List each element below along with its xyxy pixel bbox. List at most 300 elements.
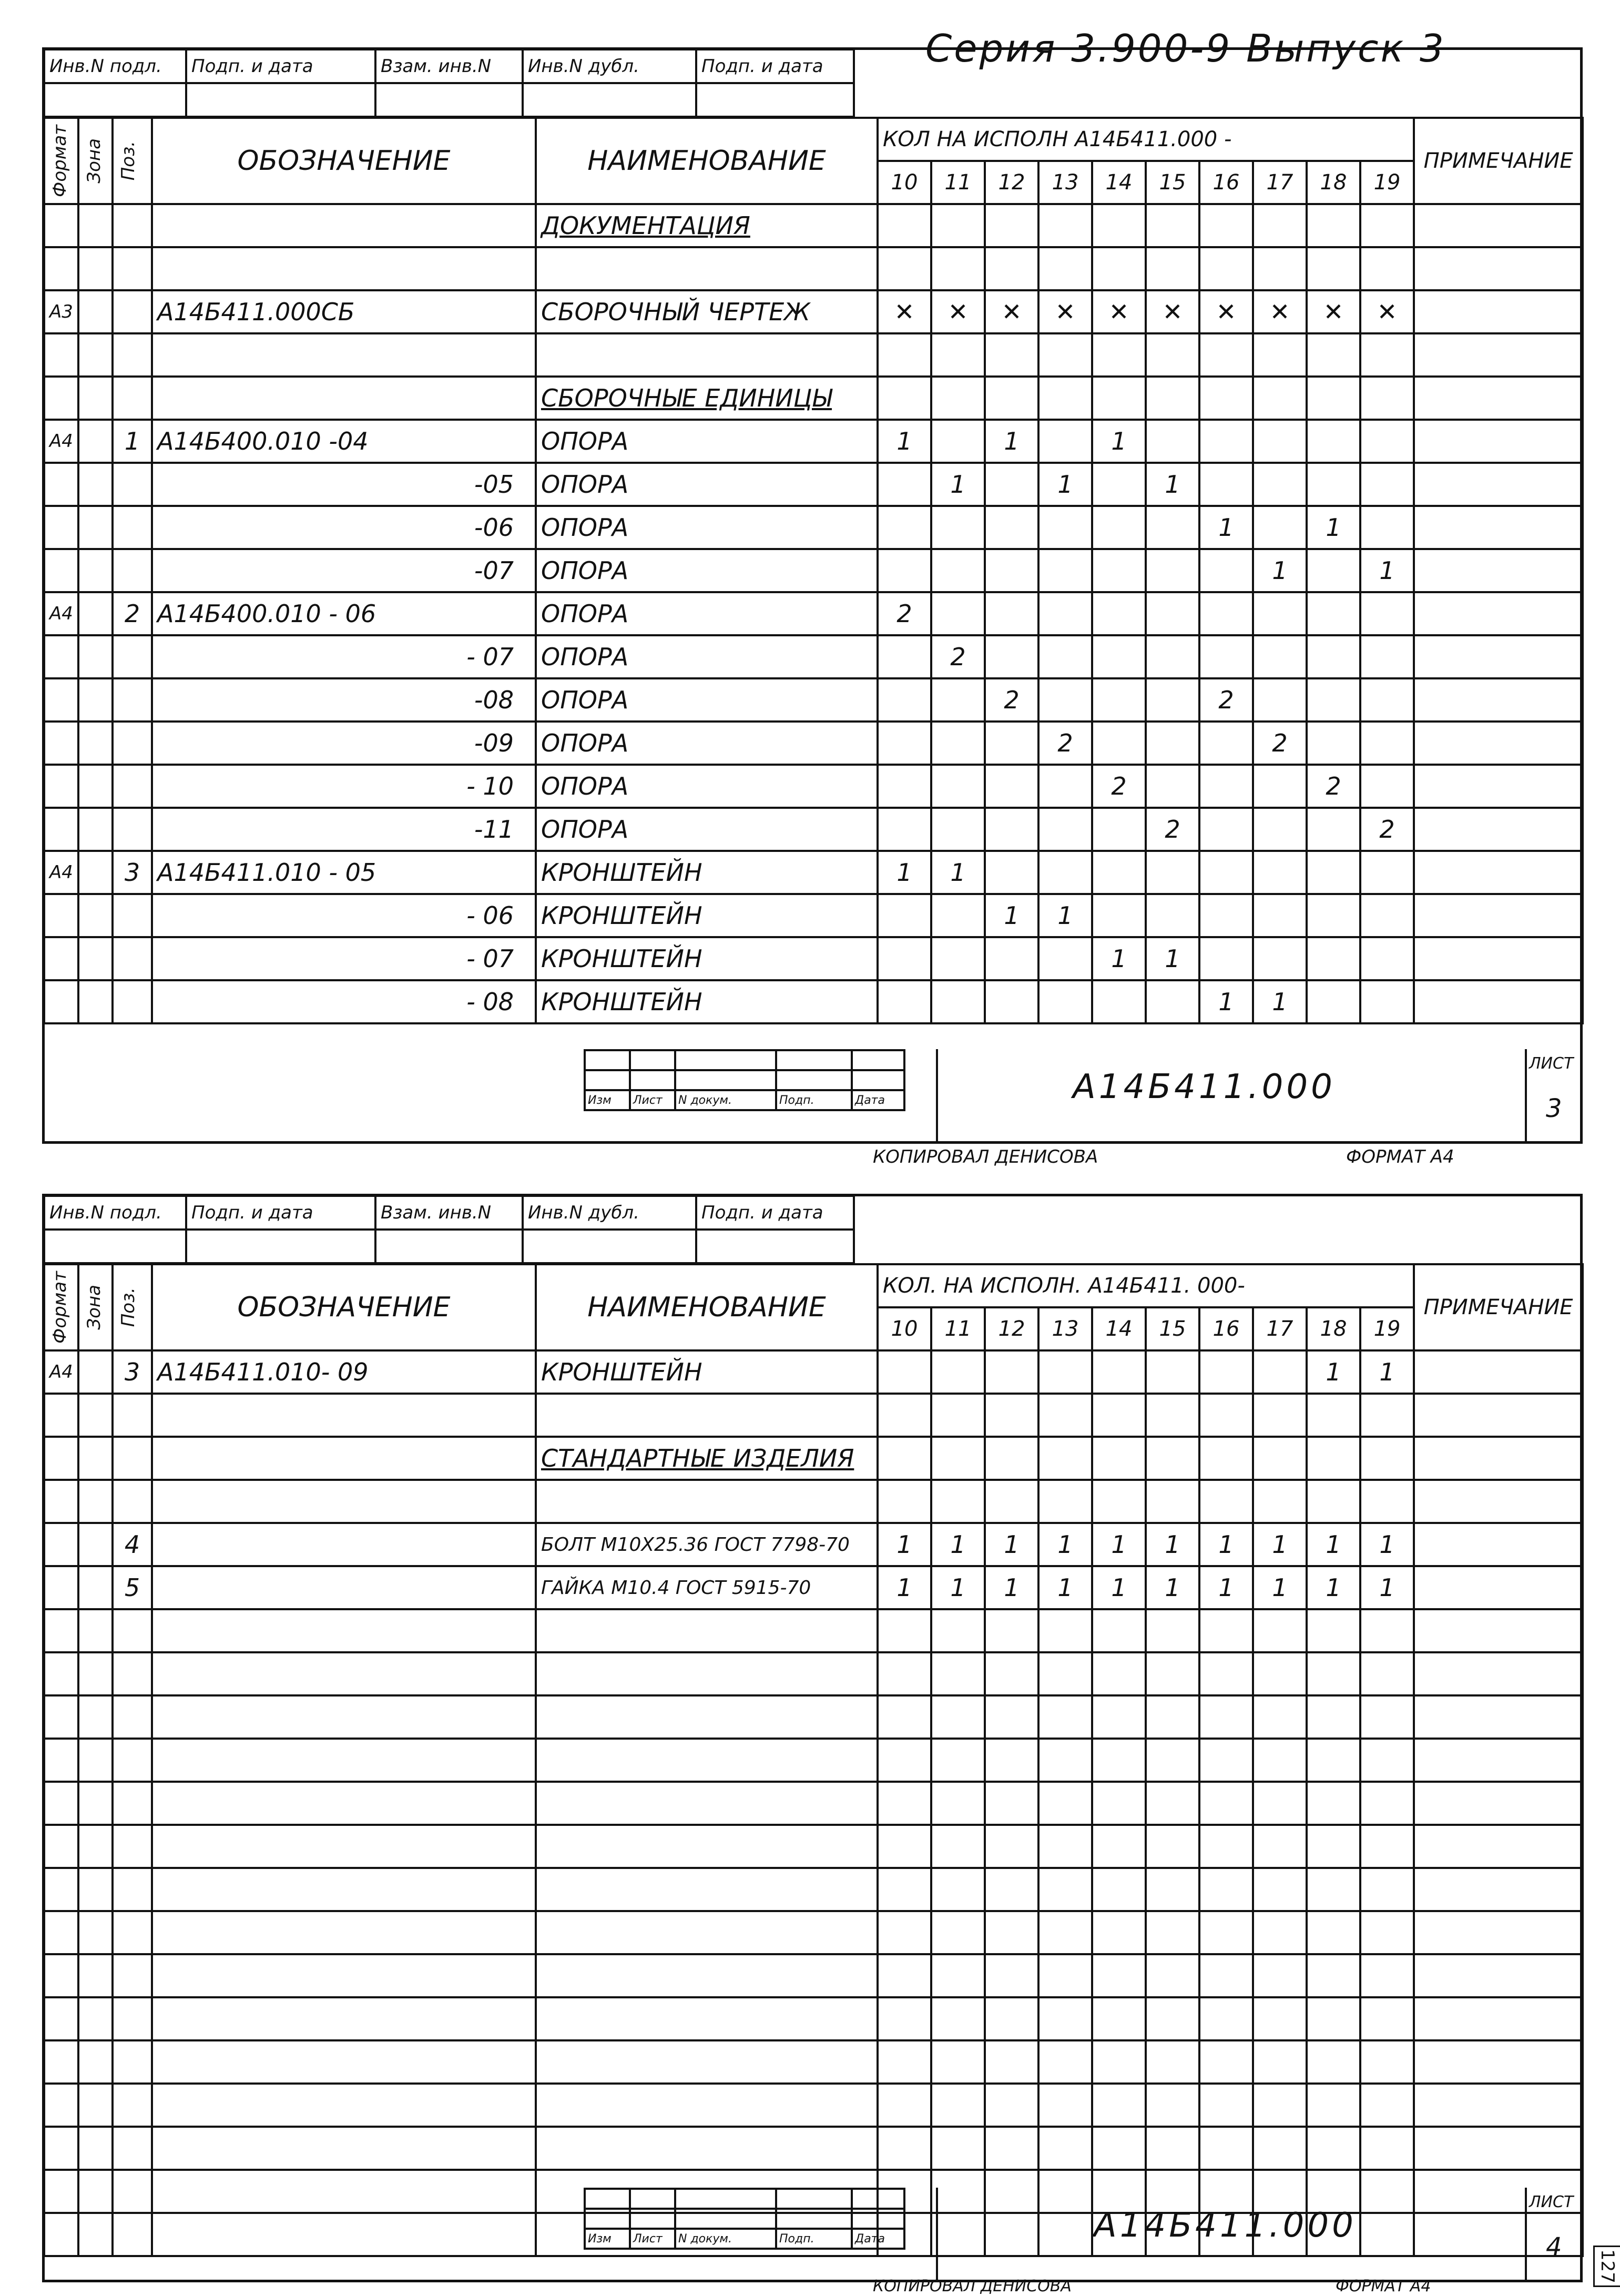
cell-qty: [985, 1739, 1038, 1782]
cell-qty: [1146, 1652, 1199, 1695]
cell-qty: [985, 506, 1038, 549]
variant-header: 10: [878, 1307, 931, 1350]
cell-note: [1414, 204, 1583, 247]
cell-qty: [1253, 2127, 1307, 2170]
table-row: [44, 722, 1583, 765]
cell-note: [1414, 1394, 1583, 1437]
cell-qty: [1146, 851, 1199, 894]
cell-zone: [78, 1911, 113, 1954]
cell-zone: [78, 1997, 113, 2040]
cell-qty: [1092, 851, 1146, 894]
cell-qty: [1092, 2127, 1146, 2170]
cell-qty: [1038, 1437, 1092, 1480]
cell-qty: [878, 1394, 931, 1437]
cell-qty: [931, 377, 985, 420]
cell-name: КРОНШТЕЙН: [536, 894, 878, 937]
cell-qty: [931, 980, 985, 1023]
cell-qty: [1146, 420, 1199, 463]
cell-format: [44, 1782, 78, 1825]
cell-note: [1414, 2084, 1583, 2127]
cell-designation: [152, 1609, 536, 1652]
cell-qty: [1092, 549, 1146, 592]
cell-qty: [985, 851, 1038, 894]
cell-qty: [1307, 980, 1360, 1023]
cell-format: [44, 1394, 78, 1437]
cell-note: [1414, 377, 1583, 420]
cell-qty: 1: [1360, 1566, 1414, 1609]
sheet-2-stamp-header: [43, 1195, 855, 1264]
title-block-label: N докум.: [675, 1090, 776, 1110]
cell-designation: [152, 1652, 536, 1695]
cell-name: ДОКУМЕНТАЦИЯ: [536, 204, 878, 247]
cell-qty: [931, 1954, 985, 1997]
cell-zone: [78, 333, 113, 377]
cell-qty: 1: [1307, 1350, 1360, 1394]
cell-qty: [1253, 1868, 1307, 1911]
cell-qty: [1360, 894, 1414, 937]
cell-format: А4: [44, 851, 78, 894]
cell-qty: [1253, 851, 1307, 894]
cell-pos: [113, 2040, 152, 2084]
cell-pos: [113, 1954, 152, 1997]
cell-qty: ✕: [1038, 290, 1092, 333]
cell-qty: [1307, 1997, 1360, 2040]
cell-designation: -09: [152, 722, 536, 765]
cell-qty: [1092, 247, 1146, 290]
cell-qty: 1: [1146, 1566, 1199, 1609]
cell-qty: [1146, 1911, 1199, 1954]
cell-qty: [931, 722, 985, 765]
cell-qty: ✕: [1199, 290, 1253, 333]
col-format: Формат: [44, 118, 78, 204]
cell-qty: [1307, 1825, 1360, 1868]
cell-qty: [1038, 204, 1092, 247]
cell-qty: [1092, 2040, 1146, 2084]
cell-qty: [1307, 420, 1360, 463]
cell-format: [44, 1652, 78, 1695]
table-row: [44, 1437, 1583, 1480]
cell-qty: [931, 1609, 985, 1652]
cell-qty: [1146, 592, 1199, 635]
cell-qty: [878, 1868, 931, 1911]
cell-designation: - 08: [152, 980, 536, 1023]
cell-zone: [78, 2127, 113, 2170]
cell-qty: [878, 506, 931, 549]
cell-qty: 1: [1253, 549, 1307, 592]
cell-pos: [113, 1782, 152, 1825]
title-block-label: Лист: [630, 1090, 675, 1110]
cell-format: [44, 2084, 78, 2127]
cell-qty: 1: [1253, 1566, 1307, 1609]
cell-qty: [1253, 1997, 1307, 2040]
cell-qty: [931, 1997, 985, 2040]
table-row: [44, 765, 1583, 808]
cell-qty: [1360, 851, 1414, 894]
cell-qty: [1253, 808, 1307, 851]
cell-qty: [931, 549, 985, 592]
cell-format: [44, 506, 78, 549]
cell-qty: [985, 1825, 1038, 1868]
table-row: [44, 1997, 1583, 2040]
sheet-2-doc-code: А14Б411.000: [1094, 2206, 1357, 2245]
cell-designation: -11: [152, 808, 536, 851]
cell-qty: [985, 937, 1038, 980]
cell-note: [1414, 937, 1583, 980]
cell-note: [1414, 549, 1583, 592]
cell-qty: [1038, 1350, 1092, 1394]
stamp-inv-podl: Инв.N подл.: [44, 49, 186, 83]
cell-qty: [1199, 2040, 1253, 2084]
cell-qty: [931, 420, 985, 463]
cell-qty: ✕: [985, 290, 1038, 333]
cell-qty: [1038, 2127, 1092, 2170]
cell-qty: [1360, 678, 1414, 722]
cell-pos: 1: [113, 420, 152, 463]
cell-zone: [78, 1523, 113, 1566]
cell-qty: [1253, 506, 1307, 549]
cell-designation: - 07: [152, 635, 536, 678]
cell-name: [536, 1911, 878, 1954]
stamp-podp-data: Подп. и дата: [186, 49, 375, 83]
cell-pos: 4: [113, 1523, 152, 1566]
cell-note: [1414, 1782, 1583, 1825]
cell-qty: [1199, 1695, 1253, 1739]
table-row: [44, 1868, 1583, 1911]
cell-qty: [931, 678, 985, 722]
cell-qty: [1092, 1739, 1146, 1782]
cell-qty: 1: [985, 1566, 1038, 1609]
cell-format: [44, 765, 78, 808]
cell-designation: [152, 2040, 536, 2084]
cell-qty: 1: [1360, 549, 1414, 592]
cell-zone: [78, 678, 113, 722]
sheet-2-format: ФОРМАТ А4: [1336, 2277, 1431, 2295]
cell-qty: [1199, 463, 1253, 506]
cell-qty: 1: [1038, 894, 1092, 937]
cell-note: [1414, 2127, 1583, 2170]
cell-qty: [1092, 506, 1146, 549]
cell-qty: [985, 1437, 1038, 1480]
cell-zone: [78, 1739, 113, 1782]
cell-qty: [1092, 1954, 1146, 1997]
table-row: [44, 549, 1583, 592]
cell-pos: 2: [113, 592, 152, 635]
cell-format: [44, 722, 78, 765]
cell-format: [44, 1480, 78, 1523]
cell-note: [1414, 2040, 1583, 2084]
variant-header: 19: [1360, 1307, 1414, 1350]
cell-qty: [1360, 1911, 1414, 1954]
cell-note: [1414, 722, 1583, 765]
cell-qty: [878, 765, 931, 808]
cell-qty: [1253, 204, 1307, 247]
cell-qty: [1038, 1739, 1092, 1782]
cell-qty: [1307, 1739, 1360, 1782]
cell-pos: [113, 2213, 152, 2256]
cell-qty: [1092, 2084, 1146, 2127]
cell-note: [1414, 463, 1583, 506]
cell-zone: [78, 635, 113, 678]
cell-designation: [152, 1782, 536, 1825]
cell-qty: 1: [985, 894, 1038, 937]
cell-qty: [1253, 1437, 1307, 1480]
title-block-label: Лист: [630, 2229, 675, 2249]
cell-zone: [78, 1695, 113, 1739]
cell-qty: [878, 722, 931, 765]
cell-note: [1414, 808, 1583, 851]
cell-qty: [1360, 1868, 1414, 1911]
table-row: [44, 420, 1583, 463]
cell-qty: [1199, 1350, 1253, 1394]
cell-name: [536, 1739, 878, 1782]
cell-qty: [1307, 592, 1360, 635]
cell-qty: [1092, 1652, 1146, 1695]
cell-pos: [113, 808, 152, 851]
cell-qty: [1092, 1911, 1146, 1954]
cell-designation: А14Б400.010 - 06: [152, 592, 536, 635]
cell-qty: [1092, 1437, 1146, 1480]
cell-qty: 2: [878, 592, 931, 635]
cell-qty: [878, 333, 931, 377]
cell-designation: А14Б400.010 -04: [152, 420, 536, 463]
cell-qty: [1092, 635, 1146, 678]
cell-qty: [985, 1868, 1038, 1911]
table-row: [44, 290, 1583, 333]
table-row: [44, 851, 1583, 894]
table-row: [44, 1911, 1583, 1954]
table-row: [44, 1825, 1583, 1868]
cell-qty: [1199, 808, 1253, 851]
cell-qty: [985, 2084, 1038, 2127]
cell-qty: ✕: [1307, 290, 1360, 333]
cell-qty: [931, 894, 985, 937]
cell-qty: [1253, 1954, 1307, 1997]
cell-designation: А14Б411.000СБ: [152, 290, 536, 333]
cell-note: [1414, 1825, 1583, 1868]
cell-qty: [1307, 894, 1360, 937]
cell-qty: [1146, 678, 1199, 722]
cell-qty: 1: [1092, 937, 1146, 980]
cell-name: БОЛТ М10Х25.36 ГОСТ 7798-70: [536, 1523, 878, 1566]
cell-qty: [878, 1480, 931, 1523]
cell-pos: [113, 722, 152, 765]
cell-name: ОПОРА: [536, 549, 878, 592]
cell-qty: [1146, 1480, 1199, 1523]
cell-qty: [1253, 1350, 1307, 1394]
cell-format: [44, 678, 78, 722]
cell-pos: [113, 2170, 152, 2213]
cell-qty: [1253, 592, 1307, 635]
cell-qty: 1: [1307, 1523, 1360, 1566]
cell-qty: ✕: [1360, 290, 1414, 333]
cell-name: [536, 1954, 878, 1997]
cell-qty: [1360, 2084, 1414, 2127]
cell-qty: [931, 1480, 985, 1523]
cell-pos: [113, 1652, 152, 1695]
cell-pos: [113, 937, 152, 980]
cell-name: КРОНШТЕЙН: [536, 937, 878, 980]
cell-note: [1414, 333, 1583, 377]
table-row: [44, 1782, 1583, 1825]
cell-qty: [1038, 1825, 1092, 1868]
cell-qty: [1199, 1782, 1253, 1825]
cell-qty: [1360, 1954, 1414, 1997]
cell-qty: [985, 1997, 1038, 2040]
cell-qty: [878, 808, 931, 851]
sheet-2-title-block: [584, 2188, 905, 2250]
table-row: [44, 1739, 1583, 1782]
cell-qty: [1307, 2084, 1360, 2127]
cell-zone: [78, 1350, 113, 1394]
cell-format: [44, 204, 78, 247]
cell-pos: [113, 635, 152, 678]
cell-qty: [1360, 333, 1414, 377]
table-row: [44, 808, 1583, 851]
cell-note: [1414, 678, 1583, 722]
cell-pos: 3: [113, 851, 152, 894]
table-row: [44, 894, 1583, 937]
cell-qty: [1092, 1868, 1146, 1911]
cell-qty: [1038, 1480, 1092, 1523]
variant-header: 10: [878, 161, 931, 204]
stamp-inv-dubl: Инв.N дубл.: [523, 1196, 696, 1230]
cell-qty: [878, 635, 931, 678]
cell-qty: [1307, 247, 1360, 290]
cell-qty: [1199, 1739, 1253, 1782]
cell-designation: [152, 1911, 536, 1954]
cell-qty: [1199, 635, 1253, 678]
cell-qty: [1038, 1782, 1092, 1825]
cell-qty: [1307, 204, 1360, 247]
cell-qty: [1038, 1394, 1092, 1437]
cell-note: [1414, 420, 1583, 463]
cell-qty: 1: [931, 463, 985, 506]
cell-name: КРОНШТЕЙН: [536, 980, 878, 1023]
cell-qty: [1199, 333, 1253, 377]
cell-qty: [1199, 1394, 1253, 1437]
cell-qty: 1: [1360, 1523, 1414, 1566]
cell-name: ОПОРА: [536, 420, 878, 463]
cell-pos: [113, 377, 152, 420]
cell-qty: [1146, 635, 1199, 678]
cell-qty: 1: [985, 1523, 1038, 1566]
cell-pos: [113, 333, 152, 377]
cell-designation: [152, 1954, 536, 1997]
cell-qty: [1146, 506, 1199, 549]
cell-qty: [1360, 1782, 1414, 1825]
cell-qty: ✕: [878, 290, 931, 333]
cell-format: [44, 1523, 78, 1566]
cell-name: ОПОРА: [536, 592, 878, 635]
cell-name: КРОНШТЕЙН: [536, 851, 878, 894]
cell-qty: [985, 1695, 1038, 1739]
cell-name: [536, 247, 878, 290]
cell-name: [536, 1997, 878, 2040]
cell-qty: [878, 980, 931, 1023]
cell-qty: [1199, 894, 1253, 937]
sheet-2-copied: КОПИРОВАЛ ДЕНИСОВА: [873, 2277, 1072, 2295]
cell-qty: [1307, 1609, 1360, 1652]
cell-qty: [1360, 1825, 1414, 1868]
cell-format: А4: [44, 592, 78, 635]
cell-qty: [985, 1480, 1038, 1523]
cell-qty: [1038, 808, 1092, 851]
cell-format: [44, 2213, 78, 2256]
cell-pos: 5: [113, 1566, 152, 1609]
cell-name: [536, 1782, 878, 1825]
cell-qty: [985, 635, 1038, 678]
cell-qty: [1092, 592, 1146, 635]
cell-qty: [1038, 678, 1092, 722]
cell-qty: [1092, 1609, 1146, 1652]
cell-qty: [1199, 1437, 1253, 1480]
col-designation: ОБОЗНАЧЕНИЕ: [152, 118, 536, 204]
cell-zone: [78, 765, 113, 808]
table-row: [44, 2127, 1583, 2170]
sheet-1-stamp-header: [43, 48, 855, 118]
cell-designation: [152, 1566, 536, 1609]
variant-header: 12: [985, 161, 1038, 204]
cell-qty: [1146, 765, 1199, 808]
cell-qty: [1360, 2127, 1414, 2170]
cell-format: [44, 1739, 78, 1782]
cell-pos: [113, 894, 152, 937]
title-block-label: Дата: [852, 2229, 904, 2249]
cell-name: [536, 1609, 878, 1652]
cell-qty: [1092, 1394, 1146, 1437]
title-block-label: Подп.: [776, 1090, 852, 1110]
cell-qty: [1199, 204, 1253, 247]
col-qty-header: КОЛ. НА ИСПОЛН. А14Б411. 000-: [878, 1264, 1414, 1307]
cell-qty: [931, 1868, 985, 1911]
cell-format: [44, 2170, 78, 2213]
cell-note: [1414, 851, 1583, 894]
cell-qty: [931, 333, 985, 377]
cell-format: А4: [44, 1350, 78, 1394]
cell-qty: [1253, 1739, 1307, 1782]
cell-zone: [78, 2084, 113, 2127]
cell-qty: [931, 204, 985, 247]
cell-designation: [152, 204, 536, 247]
cell-qty: [1038, 1868, 1092, 1911]
cell-zone: [78, 2170, 113, 2213]
cell-qty: [1038, 635, 1092, 678]
cell-qty: [931, 1394, 985, 1437]
cell-qty: [1146, 1782, 1199, 1825]
cell-qty: 2: [1038, 722, 1092, 765]
cell-qty: [985, 549, 1038, 592]
cell-qty: [1360, 506, 1414, 549]
sheet-2-sheet-label: ЛИСТ: [1529, 2193, 1574, 2211]
stamp-podp-data-2: Подп. и дата: [696, 1196, 854, 1230]
cell-format: [44, 377, 78, 420]
cell-qty: [931, 247, 985, 290]
cell-qty: [1038, 1997, 1092, 2040]
cell-zone: [78, 1566, 113, 1609]
table-row: [44, 592, 1583, 635]
cell-qty: [1038, 549, 1092, 592]
cell-qty: [931, 765, 985, 808]
cell-qty: 2: [1199, 678, 1253, 722]
cell-note: [1414, 1695, 1583, 1739]
cell-qty: [1146, 2040, 1199, 2084]
cell-qty: [1360, 937, 1414, 980]
cell-qty: [1307, 937, 1360, 980]
sheet-1-format: ФОРМАТ А4: [1346, 1146, 1454, 1167]
cell-qty: [1307, 1480, 1360, 1523]
cell-qty: [931, 2127, 985, 2170]
cell-zone: [78, 1652, 113, 1695]
